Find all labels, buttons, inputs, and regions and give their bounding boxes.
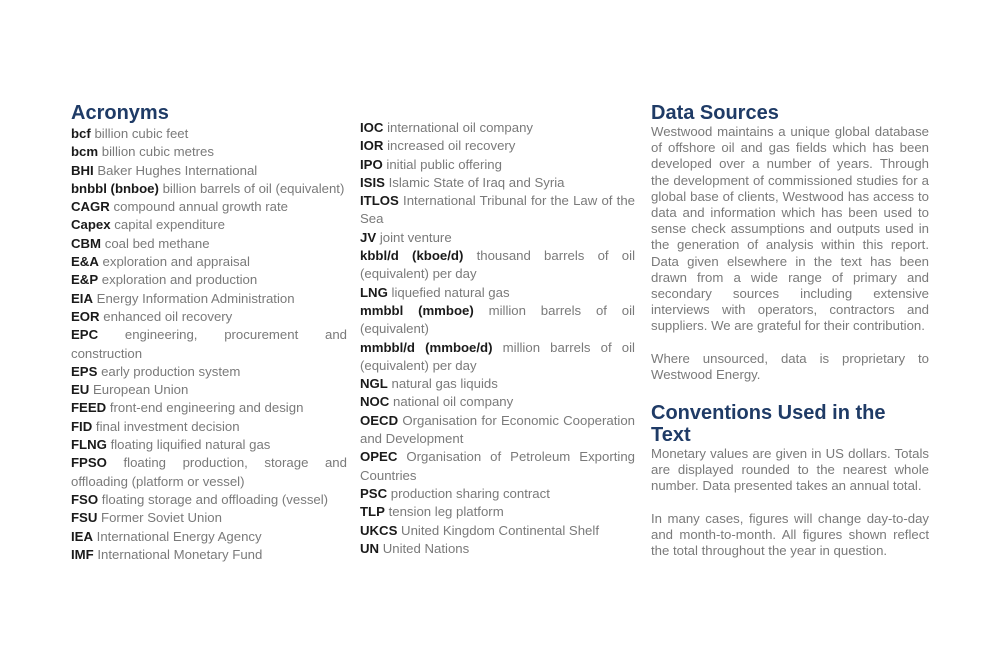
- acronym-definition: front-end engineering and design: [109, 400, 304, 416]
- acronym-abbr: IPO: [360, 156, 383, 172]
- acronym-abbr: IOR: [360, 138, 384, 154]
- acronym-entry: [71, 363, 347, 381]
- acronym-entry: [360, 339, 635, 376]
- acronym-abbr: ISIS: [360, 174, 385, 190]
- acronym-definition: Organisation for Economic Cooperation and Development: [360, 412, 635, 447]
- acronym-abbr: Capex: [71, 217, 111, 233]
- acronym-definition: million barrels of oil (equivalent) per day: [360, 339, 635, 373]
- info-column: [651, 102, 929, 559]
- acronym-entry: [360, 485, 635, 503]
- acronym-entry: [360, 174, 635, 192]
- acronym-abbr: EPS: [71, 363, 98, 379]
- acronym-abbr: EU: [71, 382, 90, 398]
- acronym-definition: Former Soviet Union: [101, 510, 222, 526]
- acronym-definition: production sharing contract: [390, 485, 550, 501]
- acronym-entry: [71, 491, 347, 509]
- conventions-note: In many cases, figures will change day-to-day and month-to-month. All figures shown reflect the total throughout the year in question.: [651, 510, 929, 559]
- data-sources-note: Where unsourced, data is proprietary to Westwood Energy.: [651, 350, 929, 382]
- acronym-definition: United Nations: [382, 540, 470, 556]
- acronym-entry: [360, 393, 635, 411]
- acronym-definition: national oil company: [392, 394, 514, 410]
- acronym-entry: [360, 156, 635, 174]
- acronym-abbr: EPC: [71, 327, 99, 343]
- acronym-list-2: [360, 119, 635, 558]
- acronym-definition: exploration and production: [101, 272, 258, 288]
- acronym-entry: [71, 418, 347, 436]
- acronym-definition: liquefied natural gas: [391, 284, 510, 300]
- acronym-abbr: BHI: [71, 162, 94, 178]
- acronym-entry: [71, 546, 347, 564]
- acronym-entry: [71, 253, 347, 271]
- acronym-definition: initial public offering: [386, 156, 502, 172]
- acronym-abbr: NGL: [360, 376, 388, 392]
- acronym-entry: [71, 198, 347, 216]
- acronym-entry: [71, 509, 347, 527]
- acronym-entry: [71, 162, 347, 180]
- acronym-definition: early production system: [101, 363, 241, 379]
- acronym-definition: compound annual growth rate: [113, 199, 288, 215]
- acronym-definition: engineering, procurement and construction: [71, 327, 347, 361]
- data-sources-paragraph: Westwood maintains a unique global database of offshore oil and gas fields which has been developed over a number of years. Through the development of commissioned studies for a global base of clients, Westwood has access to data and information which has been used to sense check assumptions and outputs used in the generation of analysis within this report. Data given elsewhere in the text has been drawn from a wide range of primary and secondary sources including extensive interviews with operators, contractors and suppliers. We are grateful for their contribution.: [651, 124, 929, 334]
- acronym-entry: [71, 308, 347, 326]
- acronym-entry: [71, 326, 347, 363]
- acronym-entry: [360, 192, 635, 229]
- acronyms-heading: Acronyms: [71, 102, 169, 124]
- acronym-abbr: PSC: [360, 485, 388, 501]
- acronym-abbr: OPEC: [360, 449, 398, 465]
- acronyms-column-1: [71, 102, 347, 564]
- acronym-definition: International Energy Agency: [96, 528, 262, 544]
- acronym-definition: International Tribunal for the Law of the Sea: [360, 193, 635, 227]
- acronym-entry: [360, 247, 635, 284]
- acronym-abbr: bnbbl (bnboe): [71, 180, 159, 196]
- acronym-entry: [360, 119, 635, 137]
- acronym-definition: billion cubic metres: [101, 144, 214, 160]
- acronym-definition: increased oil recovery: [387, 138, 516, 154]
- acronym-entry: [71, 381, 347, 399]
- acronym-abbr: LNG: [360, 284, 388, 300]
- acronym-abbr: FPSO: [71, 455, 107, 471]
- acronym-definition: joint venture: [379, 229, 452, 245]
- acronym-abbr: OECD: [360, 412, 399, 428]
- acronym-definition: floating production, storage and offloading (platform or vessel): [71, 455, 347, 489]
- acronym-entry: [71, 399, 347, 417]
- acronym-definition: Energy Information Administration: [96, 290, 295, 306]
- acronym-definition: Baker Hughes International: [97, 162, 258, 178]
- conventions-paragraph: Monetary values are given in US dollars. Totals are displayed rounded to the nearest whole number. Data presented takes an annual total.: [651, 446, 929, 494]
- acronym-definition: Islamic State of Iraq and Syria: [388, 174, 565, 190]
- acronym-entry: [360, 375, 635, 393]
- acronym-entry: [360, 229, 635, 247]
- acronym-definition: International Monetary Fund: [97, 546, 263, 562]
- acronym-definition: natural gas liquids: [391, 376, 498, 392]
- acronym-definition: final investment decision: [95, 418, 240, 434]
- acronym-abbr: UKCS: [360, 522, 398, 538]
- acronym-abbr: CBM: [71, 235, 102, 251]
- acronym-definition: billion cubic feet: [94, 126, 189, 141]
- acronym-abbr: IMF: [71, 546, 94, 562]
- acronym-abbr: bcf: [71, 126, 91, 141]
- acronym-entry: [360, 302, 635, 339]
- acronym-definition: international oil company: [387, 120, 534, 135]
- acronym-entry: [360, 137, 635, 155]
- acronym-abbr: FLNG: [71, 437, 107, 453]
- acronym-abbr: EOR: [71, 308, 100, 324]
- acronym-entry: [71, 271, 347, 289]
- acronym-abbr: mmbbl/d (mmboe/d): [360, 339, 493, 355]
- acronym-entry: [360, 412, 635, 449]
- acronym-entry: [71, 528, 347, 546]
- acronym-entry: [71, 143, 347, 161]
- acronym-definition: capital expenditure: [114, 217, 225, 233]
- acronym-definition: European Union: [93, 382, 189, 398]
- acronym-abbr: FSO: [71, 491, 99, 507]
- acronym-definition: tension leg platform: [388, 504, 504, 520]
- acronym-abbr: IEA: [71, 528, 93, 544]
- acronym-abbr: TLP: [360, 504, 385, 520]
- acronym-definition: million barrels of oil (equivalent): [360, 302, 635, 337]
- acronym-abbr: CAGR: [71, 199, 110, 215]
- acronym-abbr: FID: [71, 418, 93, 434]
- acronym-abbr: EIA: [71, 290, 93, 306]
- acronym-abbr: kbbl/d (kboe/d): [360, 248, 464, 264]
- acronym-entry: [71, 454, 347, 491]
- acronym-entry: [360, 503, 635, 521]
- acronym-abbr: E&P: [71, 272, 99, 288]
- acronym-entry: [71, 235, 347, 253]
- acronym-entry: [360, 522, 635, 540]
- acronym-entry: [71, 216, 347, 234]
- acronym-definition: billion barrels of oil (equivalent): [162, 180, 345, 196]
- acronym-entry: [71, 180, 347, 198]
- acronym-abbr: NOC: [360, 394, 390, 410]
- acronym-abbr: bcm: [71, 144, 99, 160]
- acronym-abbr: UN: [360, 540, 380, 556]
- acronym-entry: [360, 540, 635, 558]
- acronym-abbr: ITLOS: [360, 193, 399, 209]
- acronyms-column-2: [360, 118, 635, 558]
- acronym-abbr: FEED: [71, 400, 107, 416]
- acronym-list-1: [71, 125, 347, 564]
- acronym-definition: thousand barrels of oil (equivalent) per day: [360, 248, 636, 282]
- acronym-definition: enhanced oil recovery: [103, 308, 233, 324]
- conventions-heading: Conventions Used in the Text: [651, 402, 886, 447]
- acronym-entry: [360, 448, 635, 485]
- acronym-entry: [71, 125, 347, 143]
- acronym-abbr: JV: [360, 229, 377, 245]
- acronym-definition: coal bed methane: [104, 235, 210, 251]
- acronym-definition: floating storage and offloading (vessel): [101, 491, 329, 507]
- acronym-abbr: E&A: [71, 254, 99, 270]
- acronym-entry: [360, 284, 635, 302]
- acronym-abbr: FSU: [71, 510, 98, 526]
- acronym-definition: Organisation of Petroleum Exporting Countries: [360, 449, 635, 483]
- acronym-abbr: IOC: [360, 120, 384, 135]
- acronym-definition: floating liquified natural gas: [110, 437, 271, 453]
- data-sources-heading: Data Sources: [651, 102, 779, 124]
- acronym-abbr: mmbbl (mmboe): [360, 302, 474, 318]
- acronym-definition: exploration and appraisal: [102, 254, 250, 270]
- acronym-definition: United Kingdom Continental Shelf: [401, 522, 599, 538]
- acronym-entry: [71, 290, 347, 308]
- acronym-entry: [71, 436, 347, 454]
